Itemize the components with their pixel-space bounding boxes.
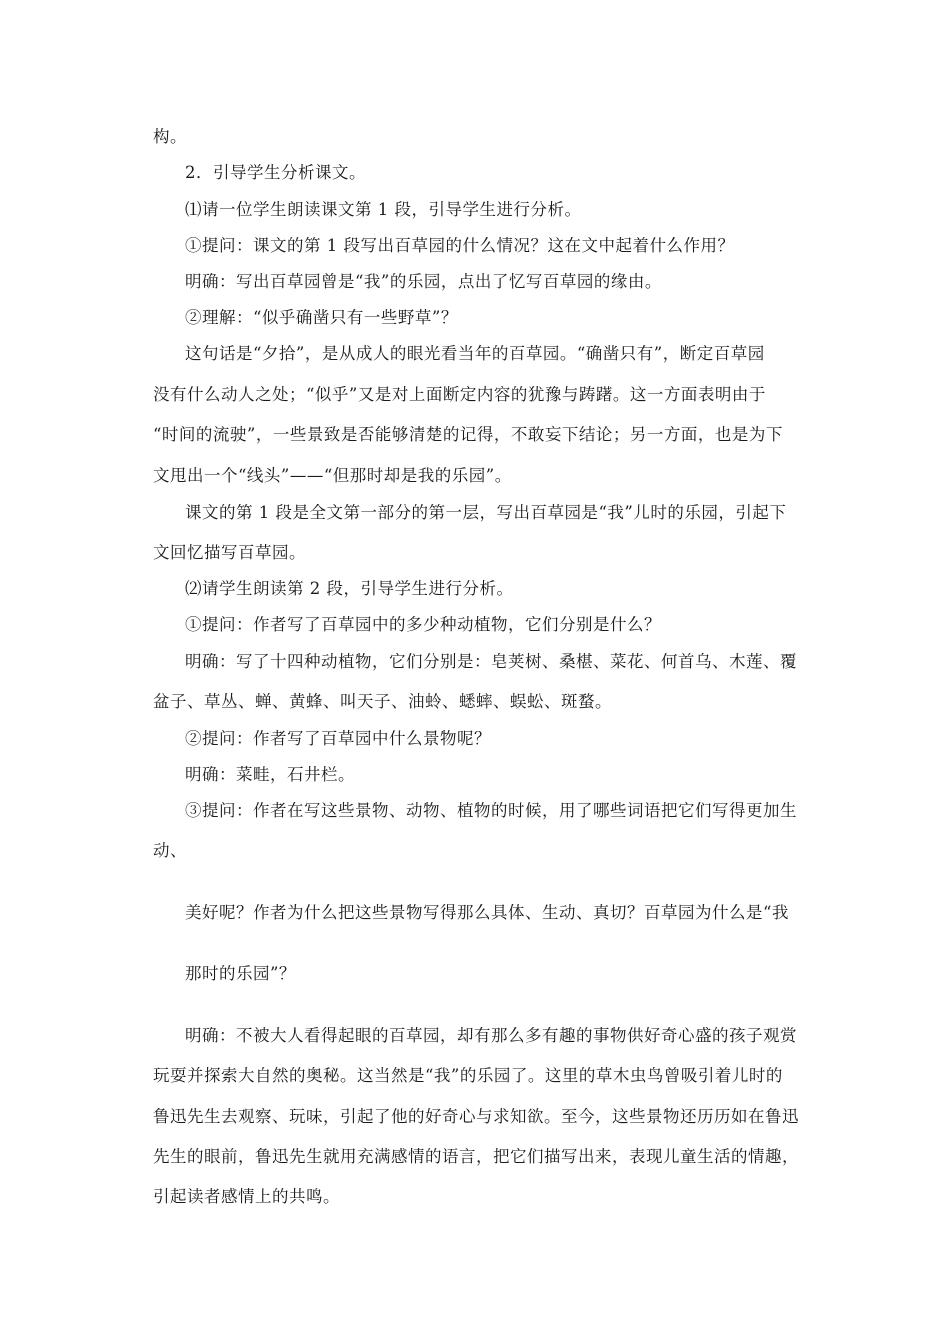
text-line: 动、 <box>153 841 187 860</box>
text-line: 盆子、草丛、蝉、黄蜂、叫天子、油蛉、蟋蟀、蜈蚣、斑蝥。 <box>153 692 612 711</box>
text-line: 鲁迅先生去观察、玩味，引起了他的好奇心与求知欲。至今，这些景物还历历如在鲁迅 <box>153 1107 799 1126</box>
text-line: ②理解：“似乎确凿只有一些野草”？ <box>185 308 458 327</box>
text-line: ⑴请一位学生朗读课文第 1 段，引导学生进行分析。 <box>185 200 582 219</box>
text-line: 课文的第 1 段是全文第一部分的第一层，写出百草园是“我”儿时的乐园，引起下 <box>185 503 787 522</box>
text-line: 文回忆描写百草园。 <box>153 543 306 562</box>
text-line: 明确：写出百草园曾是“我”的乐园，点出了忆写百草园的缘由。 <box>185 272 662 291</box>
text-line: 明确：写了十四种动植物，它们分别是：皂荚树、桑椹、菜花、何首乌、木莲、覆 <box>185 652 797 671</box>
text-line: 引起读者感情上的共鸣。 <box>153 1187 340 1206</box>
text-line: 这句话是“夕拾”，是从成人的眼光看当年的百草园。“确凿只有”，断定百草园 <box>185 344 765 363</box>
text-line: 玩耍并探索大自然的奥秘。这当然是“我”的乐园了。这里的草木虫鸟曾吸引着儿时的 <box>153 1066 783 1085</box>
text-line: ⑵请学生朗读第 2 段，引导学生进行分析。 <box>185 579 514 598</box>
text-line: 那时的乐园”？ <box>185 964 296 983</box>
text-line: 没有什么动人之处；“似乎”又是对上面断定内容的犹豫与踌躇。这一方面表明由于 <box>153 385 766 404</box>
text-line: 先生的眼前，鲁迅先生就用充满感情的语言，把它们描写出来，表现儿童生活的情趣， <box>153 1147 799 1166</box>
text-line: 2．引导学生分析课文。 <box>185 163 366 182</box>
text-line: “时间的流驶”，一些景致是否能够清楚的记得，不敢妄下结论；另一方面，也是为下 <box>153 425 783 444</box>
text-line: ③提问：作者在写这些景物、动物、植物的时候，用了哪些词语把它们写得更加生 <box>185 801 797 820</box>
text-line: ①提问：课文的第 1 段写出百草园的什么情况？这在文中起着什么作用？ <box>185 236 735 255</box>
text-line: 构。 <box>153 127 187 146</box>
text-line: 明确：菜畦，石井栏。 <box>185 765 355 784</box>
text-line: ①提问：作者写了百草园中的多少种动植物，它们分别是什么？ <box>185 615 661 634</box>
text-line: ②提问：作者写了百草园中什么景物呢？ <box>185 729 491 748</box>
text-line: 文甩出一个“线头”——“但那时却是我的乐园”。 <box>153 466 512 485</box>
text-line: 美好呢？作者为什么把这些景物写得那么具体、生动、真切？百草园为什么是“我 <box>185 903 789 922</box>
text-line: 明确：不被大人看得起眼的百草园，却有那么多有趣的事物供好奇心盛的孩子观赏 <box>185 1026 797 1045</box>
